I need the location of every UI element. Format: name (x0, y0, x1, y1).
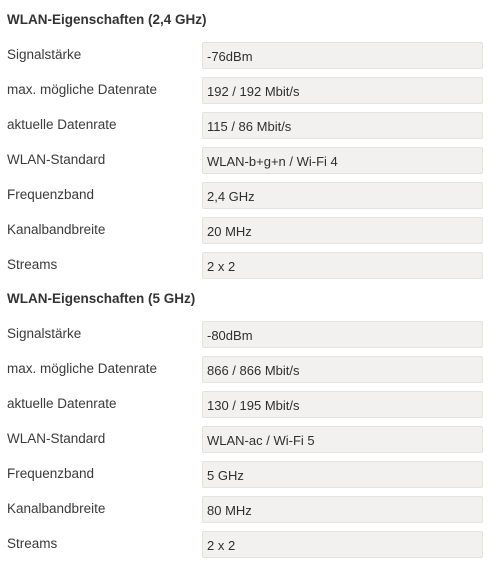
value-wlan-standard: WLAN-b+g+n / Wi-Fi 4 (202, 147, 483, 174)
label-signal-strength: Signalstärke (7, 47, 82, 62)
row-channel-bandwidth-24 (0, 217, 502, 245)
value-signal-strength: -76dBm (202, 42, 483, 69)
row-current-datarate-5 (0, 391, 502, 419)
label-wlan-standard: WLAN-Standard (7, 152, 106, 167)
row-streams-5 (0, 531, 502, 559)
row-frequency-band-24 (0, 182, 502, 210)
row-signal-strength-24 (0, 42, 502, 70)
row-max-datarate-24 (0, 77, 502, 105)
row-wlan-standard-24 (0, 147, 502, 175)
value-current-datarate: 115 / 86 Mbit/s (202, 112, 483, 139)
row-signal-strength-5 (0, 321, 502, 349)
row-current-datarate-24 (0, 112, 502, 140)
value-streams: 2 x 2 (202, 531, 483, 558)
label-channel-bandwidth: Kanalbandbreite (7, 222, 106, 237)
value-channel-bandwidth: 20 MHz (202, 217, 483, 244)
value-frequency-band: 5 GHz (202, 461, 483, 488)
label-max-datarate: max. mögliche Datenrate (7, 82, 158, 97)
label-wlan-standard: WLAN-Standard (7, 431, 106, 446)
value-max-datarate: 866 / 866 Mbit/s (202, 356, 483, 383)
label-signal-strength: Signalstärke (7, 326, 82, 341)
row-channel-bandwidth-5 (0, 496, 502, 524)
value-streams: 2 x 2 (202, 252, 483, 279)
row-streams-24 (0, 252, 502, 280)
value-channel-bandwidth: 80 MHz (202, 496, 483, 523)
value-wlan-standard: WLAN-ac / Wi-Fi 5 (202, 426, 483, 453)
label-max-datarate: max. mögliche Datenrate (7, 361, 158, 376)
label-current-datarate: aktuelle Datenrate (7, 396, 117, 411)
label-frequency-band: Frequenzband (7, 187, 95, 202)
value-frequency-band: 2,4 GHz (202, 182, 483, 209)
value-max-datarate: 192 / 192 Mbit/s (202, 77, 483, 104)
label-streams: Streams (7, 257, 58, 272)
section-title-24ghz: WLAN-Eigenschaften (2,4 GHz) (7, 12, 207, 27)
label-current-datarate: aktuelle Datenrate (7, 117, 117, 132)
label-frequency-band: Frequenzband (7, 466, 95, 481)
label-streams: Streams (7, 536, 58, 551)
row-frequency-band-5 (0, 461, 502, 489)
value-current-datarate: 130 / 195 Mbit/s (202, 391, 483, 418)
section-title-5ghz: WLAN-Eigenschaften (5 GHz) (7, 291, 196, 306)
value-signal-strength: -80dBm (202, 321, 483, 348)
row-wlan-standard-5 (0, 426, 502, 454)
label-channel-bandwidth: Kanalbandbreite (7, 501, 106, 516)
row-max-datarate-5 (0, 356, 502, 384)
